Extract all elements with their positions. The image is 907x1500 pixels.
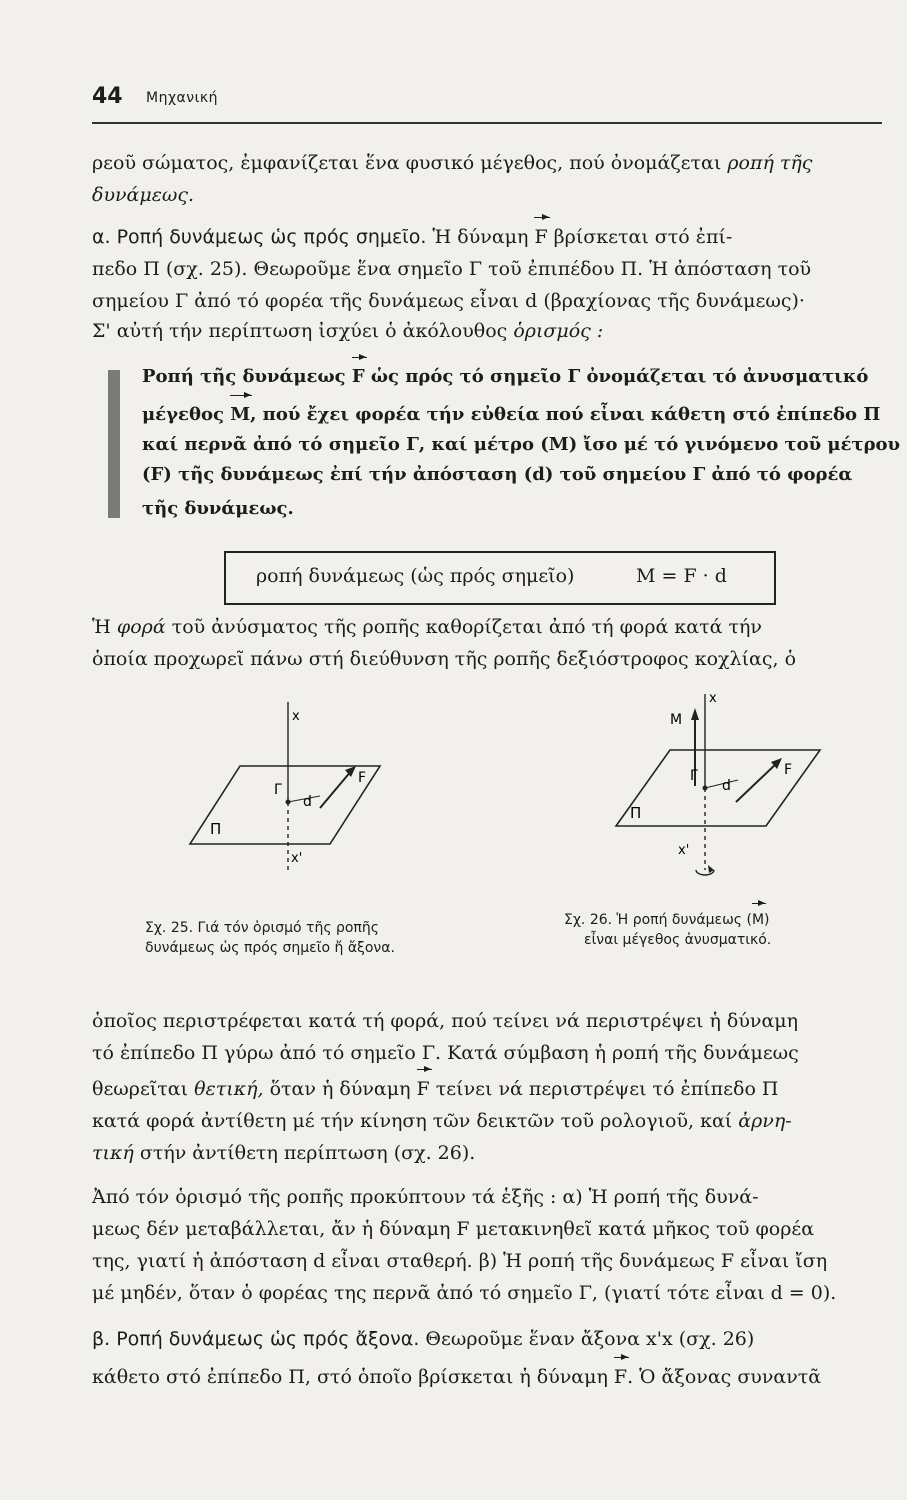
arm-label-d: d xyxy=(722,778,731,794)
formula-box xyxy=(224,551,776,605)
definition-marker-bar xyxy=(108,370,120,518)
section-b-line: β. Ροπή δυνάμεως ὡς πρός ἄξονα. Θεωροῦμε ἕναν ἄξονα x'x (σχ. 26) xyxy=(92,1328,755,1350)
page-number: 44 xyxy=(92,84,123,109)
definition-line: τῆς δυνάμεως. xyxy=(142,498,294,519)
definition-line: μέγεθος M, πού ἔχει φορέα τήν εὐθεία πού εἶναι κάθετη στό ἐπίπεδο Π xyxy=(142,402,880,428)
axis-label-x-prime: x' xyxy=(291,851,303,866)
moment-label-m: M xyxy=(670,712,683,728)
paragraph-line: θεωρεῖται θετική, ὅταν ἡ δύναμη F τείνει νά περιστρέψει τό ἐπίπεδο Π xyxy=(92,1078,779,1100)
paragraph-line: σημείου Γ ἀπό τό φορέα τῆς δυνάμεως εἶναι d (βραχίονας τῆς δυνάμεως)· xyxy=(92,290,805,312)
moment-arrowhead xyxy=(691,708,699,720)
plane-label-pi: Π xyxy=(630,804,642,822)
formula-equation: M = F · d xyxy=(636,565,727,587)
section-a-line: α. Ροπή δυνάμεως ὡς πρός σημεῖο. Ἡ δύναμη F βρίσκεται στό ἐπί- xyxy=(92,226,733,248)
paragraph-line: της, γιατί ἡ ἀπόσταση d εἶναι σταθερή. β) Ἡ ροπή τῆς δυνάμεως F εἶναι ἴση xyxy=(92,1250,828,1272)
definition-line: (F) τῆς δυνάμεως ἐπί τήν ἀπόσταση (d) τοῦ σημείου Γ ἀπό τό φορέα xyxy=(142,464,853,485)
running-header xyxy=(92,82,882,124)
paragraph-line: τό ἐπίπεδο Π γύρω ἀπό τό σημεῖο Γ. Κατά σύμβαση ἡ ροπή τῆς δυνάμεως xyxy=(92,1042,799,1064)
arm-label-d: d xyxy=(303,794,312,810)
paragraph-line: ὁποῖος περιστρέφεται κατά τή φορά, πού τείνει νά περιστρέψει ἡ δύναμη xyxy=(92,1010,799,1032)
axis-label-x: x xyxy=(292,709,300,724)
paragraph-line: ρεοῦ σώματος, ἐμφανίζεται ἕνα φυσικό μέγεθος, πού ὀνομάζεται ροπή τῆς xyxy=(92,152,813,174)
paragraph-line: μέ μηδέν, ὅταν ὁ φορέας της περνᾶ ἀπό τό σημεῖο Γ, (γιατί τότε εἶναι d = 0). xyxy=(92,1282,837,1304)
figure-26-diagram xyxy=(588,680,888,890)
section-a-heading: α. Ροπή δυνάμεως ὡς πρός σημεῖο. xyxy=(92,226,427,248)
paragraph-line: Ἡ φορά τοῦ ἀνύσματος τῆς ροπῆς καθορίζεται ἀπό τή φορά κατά τήν xyxy=(92,616,762,638)
force-label-f: F xyxy=(358,770,367,786)
paragraph-line: τική στήν ἀντίθετη περίπτωση (σχ. 26). xyxy=(92,1142,476,1164)
section-b-heading: β. Ροπή δυνάμεως ὡς πρός ἄξονα. xyxy=(92,1328,420,1350)
paragraph-line: κάθετο στό ἐπίπεδο Π, στό ὁποῖο βρίσκεται ἡ δύναμη F. Ὁ ἄξονας συναντᾶ xyxy=(92,1366,822,1388)
figure-25-caption: Σχ. 25. Γιά τόν ὁρισμό τῆς ροπῆς δυνάμεως ὡς πρός σημεῖο ἤ ἄξονα. xyxy=(145,920,395,956)
force-arrow-shaft xyxy=(320,770,352,808)
force-label-f: F xyxy=(784,762,793,778)
force-arrow-shaft xyxy=(736,762,778,802)
axis-label-x: x xyxy=(709,691,717,706)
point-label-gamma: Γ xyxy=(690,768,698,784)
definition-line: καί περνᾶ ἀπό τό σημεῖο Γ, καί μέτρο (M) ἴσο μέ τό γινόμενο τοῦ μέτρου xyxy=(142,434,901,455)
figure-26-caption: Σχ. 26. Ἡ ροπή δυνάμεως (M) εἶναι μέγεθος ἀνυσματικό. xyxy=(564,912,772,948)
point-label-gamma: Γ xyxy=(274,782,282,798)
paragraph-line: πεδο Π (σχ. 25). Θεωροῦμε ἕνα σημεῖο Γ τοῦ ἐπιπέδου Π. Ἡ ἀπόσταση τοῦ xyxy=(92,258,812,280)
definition-line: Ροπή τῆς δυνάμεως F ὡς πρός τό σημεῖο Γ ὀνομάζεται τό ἀνυσματικό xyxy=(142,364,868,390)
formula-label: ροπή δυνάμεως (ὡς πρός σημεῖο) xyxy=(256,565,575,587)
running-title: Μηχανική xyxy=(146,90,218,106)
figure-25-diagram xyxy=(170,690,430,890)
paragraph-line: Ἀπό τόν ὁρισμό τῆς ροπῆς προκύπτουν τά ἑξῆς : α) Ἡ ροπή τῆς δυνά- xyxy=(92,1186,759,1208)
paragraph-line: δυνάμεως. xyxy=(92,184,195,206)
paragraph-line: Σ' αὐτή τήν περίπτωση ἰσχύει ὁ ἀκόλουθος ὁρισμός : xyxy=(92,320,604,342)
axis-label-x-prime: x' xyxy=(678,843,690,858)
plane-label-pi: Π xyxy=(210,820,222,838)
paragraph-line: ὁποία προχωρεῖ πάνω στή διεύθυνση τῆς ροπῆς δεξιόστροφος κοχλίας, ὁ xyxy=(92,648,797,670)
paragraph-line: κατά φορά ἀντίθετη μέ τήν κίνηση τῶν δεικτῶν τοῦ ρολογιοῦ, καί ἀρνη- xyxy=(92,1110,792,1132)
paragraph-line: μεως δέν μεταβάλλεται, ἄν ἡ δύναμη F μετακινηθεῖ κατά μῆκος τοῦ φορέα xyxy=(92,1218,815,1240)
